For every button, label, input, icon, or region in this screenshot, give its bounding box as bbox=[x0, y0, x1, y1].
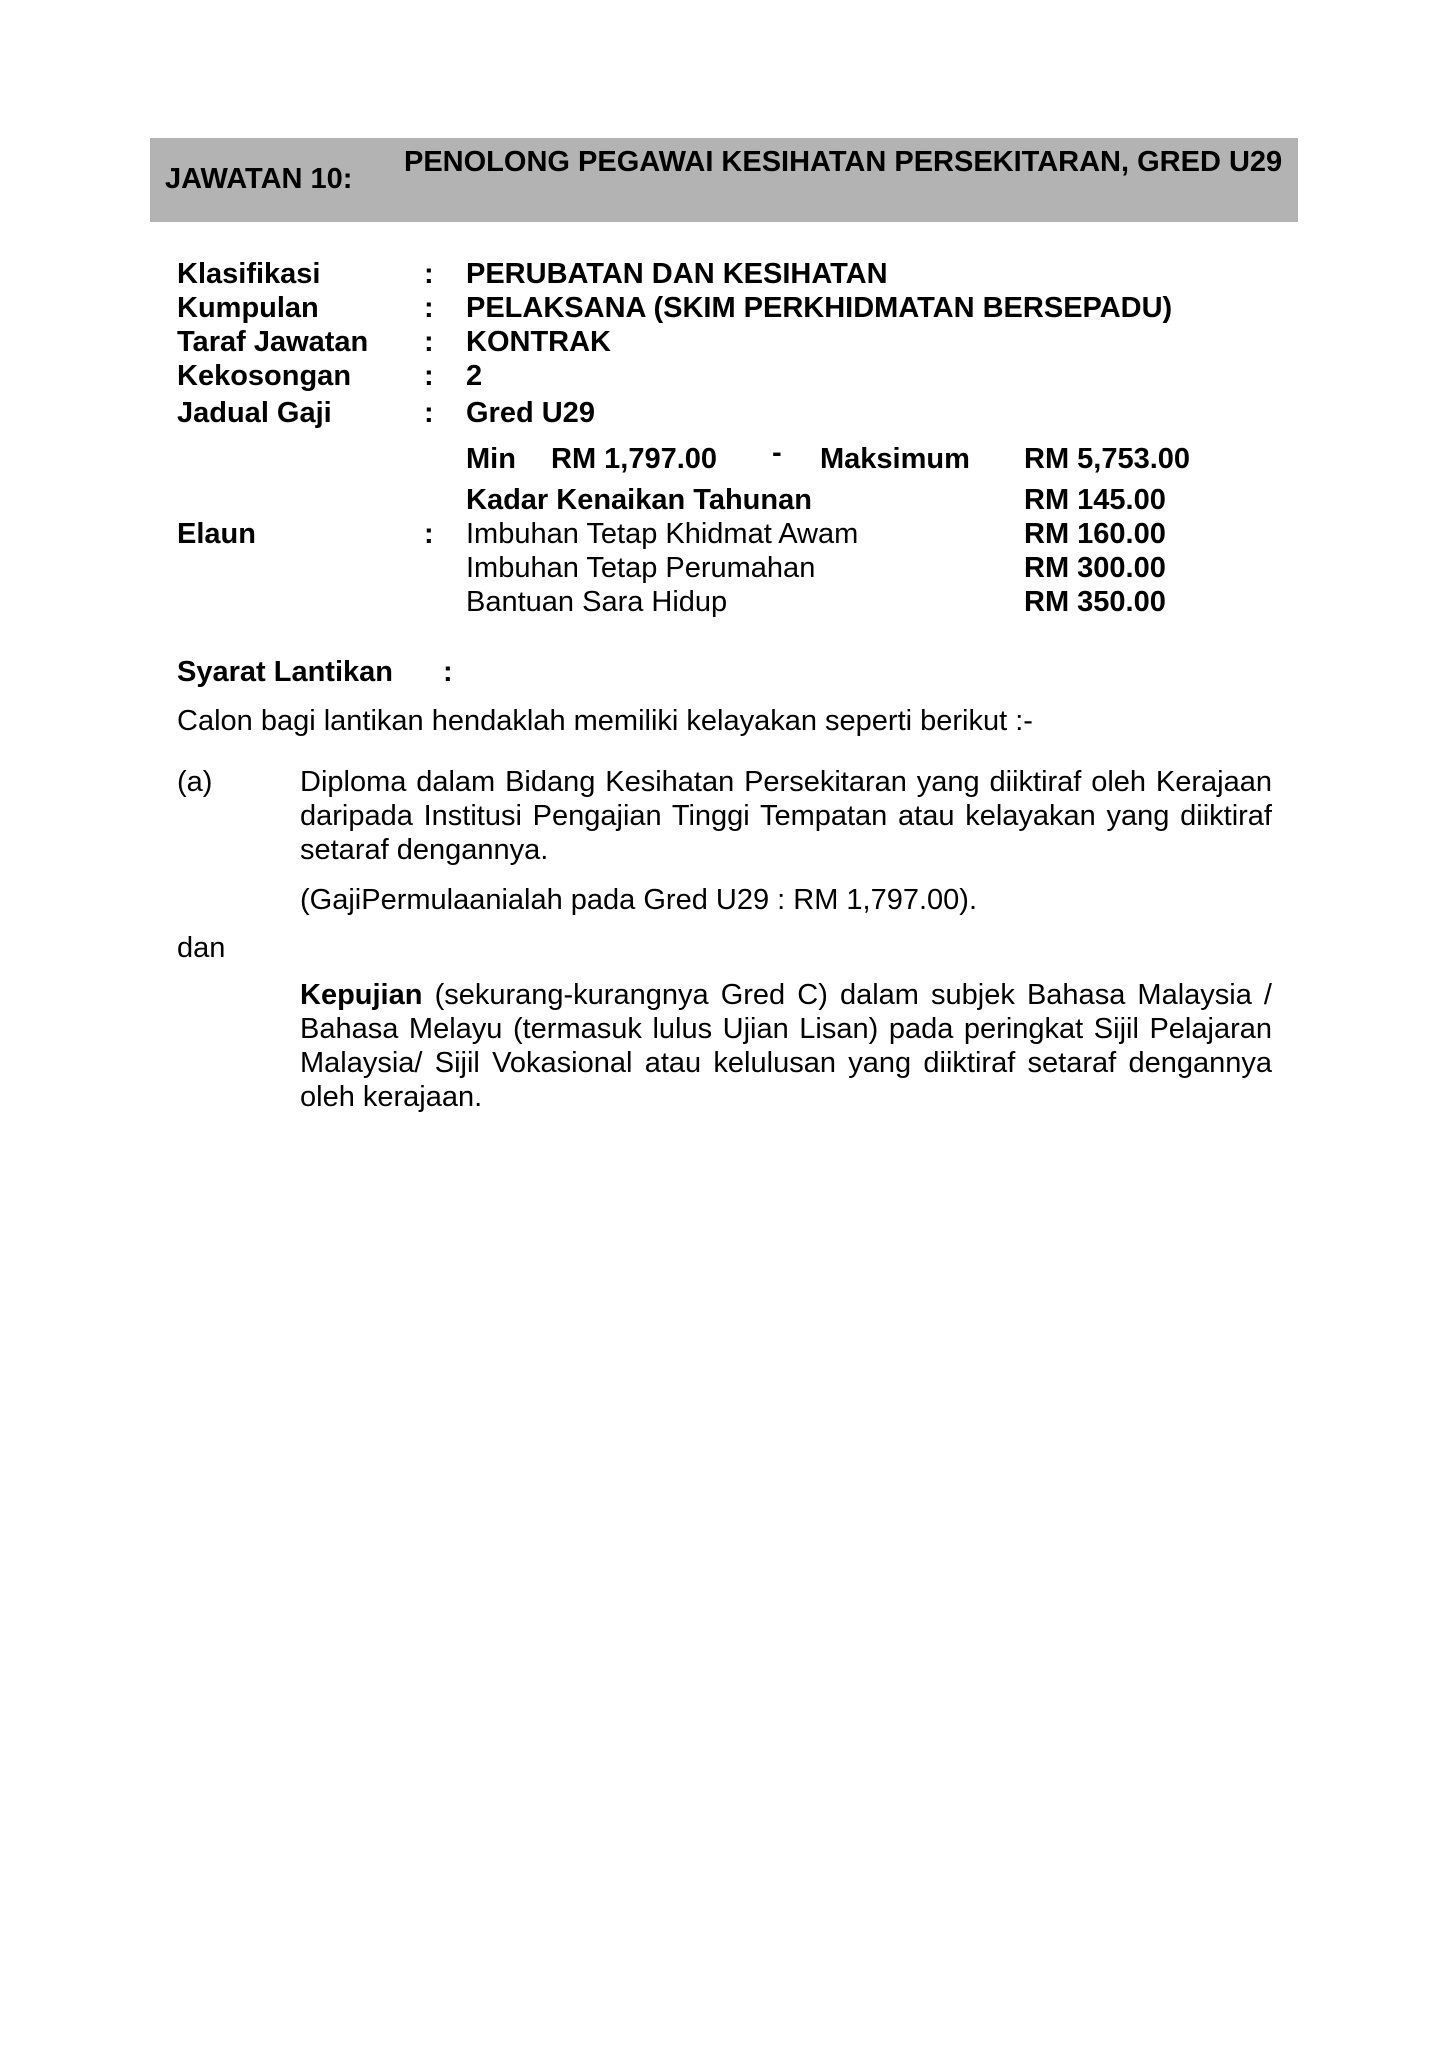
salary-min-label: Min bbox=[466, 443, 516, 475]
allowance-item-name: Bantuan Sara Hidup bbox=[466, 586, 728, 618]
field-label-jadual-gaji: Jadual Gaji bbox=[177, 397, 332, 429]
requirements-intro: Calon bagi lantikan hendaklah memiliki kelayakan seperti berikut :- bbox=[177, 705, 1033, 737]
item-a-marker: (a) bbox=[177, 766, 213, 798]
requirements-colon: : bbox=[443, 656, 453, 688]
salary-max-label: Maksimum bbox=[820, 443, 970, 475]
field-value-taraf-jawatan: KONTRAK bbox=[466, 326, 611, 358]
field-colon: : bbox=[424, 292, 434, 324]
item-b-rest: (sekurang-kurangnya Gred C) dalam subjek Bahasa Malaysia / Bahasa Melayu (termasuk lulus Ujian Lisan) pada peringkat Sijil Pelajaran Malaysia/ Sijil Vokasional atau kelulusan yang diiktiraf setaraf dengannya oleh kerajaan. bbox=[300, 979, 1272, 1113]
salary-range-dash: - bbox=[772, 437, 782, 469]
item-a-starting-salary: (GajiPermulaanialah pada Gred U29 : RM 1,797.00). bbox=[300, 884, 978, 916]
post-number: JAWATAN 10: bbox=[165, 163, 353, 195]
field-label-kumpulan: Kumpulan bbox=[177, 292, 319, 324]
increment-label: Kadar Kenaikan Tahunan bbox=[466, 484, 812, 516]
field-colon: : bbox=[424, 326, 434, 358]
field-label-klasifikasi: Klasifikasi bbox=[177, 258, 321, 290]
field-value-kekosongan: 2 bbox=[466, 360, 483, 392]
item-b-text bbox=[300, 978, 1272, 1114]
post-title: PENOLONG PEGAWAI KESIHATAN PERSEKITARAN, GRED U29 bbox=[404, 146, 1283, 178]
requirements-heading: Syarat Lantikan bbox=[177, 656, 393, 688]
field-value-jadual-gaji: Gred U29 bbox=[466, 397, 595, 429]
item-b-bold: Kepujian bbox=[300, 979, 423, 1011]
field-colon: : bbox=[424, 258, 434, 290]
salary-min-value: RM 1,797.00 bbox=[551, 443, 718, 475]
connector-dan: dan bbox=[177, 932, 226, 964]
field-value-kumpulan: PELAKSANA (SKIM PERKHIDMATAN BERSEPADU) bbox=[466, 292, 1173, 324]
allowance-item-name: Imbuhan Tetap Khidmat Awam bbox=[466, 518, 859, 550]
field-label-kekosongan: Kekosongan bbox=[177, 360, 352, 392]
field-label-taraf-jawatan: Taraf Jawatan bbox=[177, 326, 369, 358]
allowance-item-amount: RM 300.00 bbox=[1024, 552, 1166, 584]
field-value-klasifikasi: PERUBATAN DAN KESIHATAN bbox=[466, 258, 888, 290]
increment-value: RM 145.00 bbox=[1024, 484, 1166, 516]
allowance-label: Elaun bbox=[177, 518, 256, 550]
allowance-item-name: Imbuhan Tetap Perumahan bbox=[466, 552, 816, 584]
field-colon: : bbox=[424, 360, 434, 392]
allowance-item-amount: RM 160.00 bbox=[1024, 518, 1166, 550]
field-colon: : bbox=[424, 397, 434, 429]
field-colon: : bbox=[424, 518, 434, 550]
item-a-text: Diploma dalam Bidang Kesihatan Persekitaran yang diiktiraf oleh Kerajaan daripada Institusi Pengajian Tinggi Tempatan atau kelayakan yang diiktiraf setaraf dengannya. bbox=[300, 766, 1272, 866]
allowance-item-amount: RM 350.00 bbox=[1024, 586, 1166, 618]
salary-max-value: RM 5,753.00 bbox=[1024, 443, 1191, 475]
